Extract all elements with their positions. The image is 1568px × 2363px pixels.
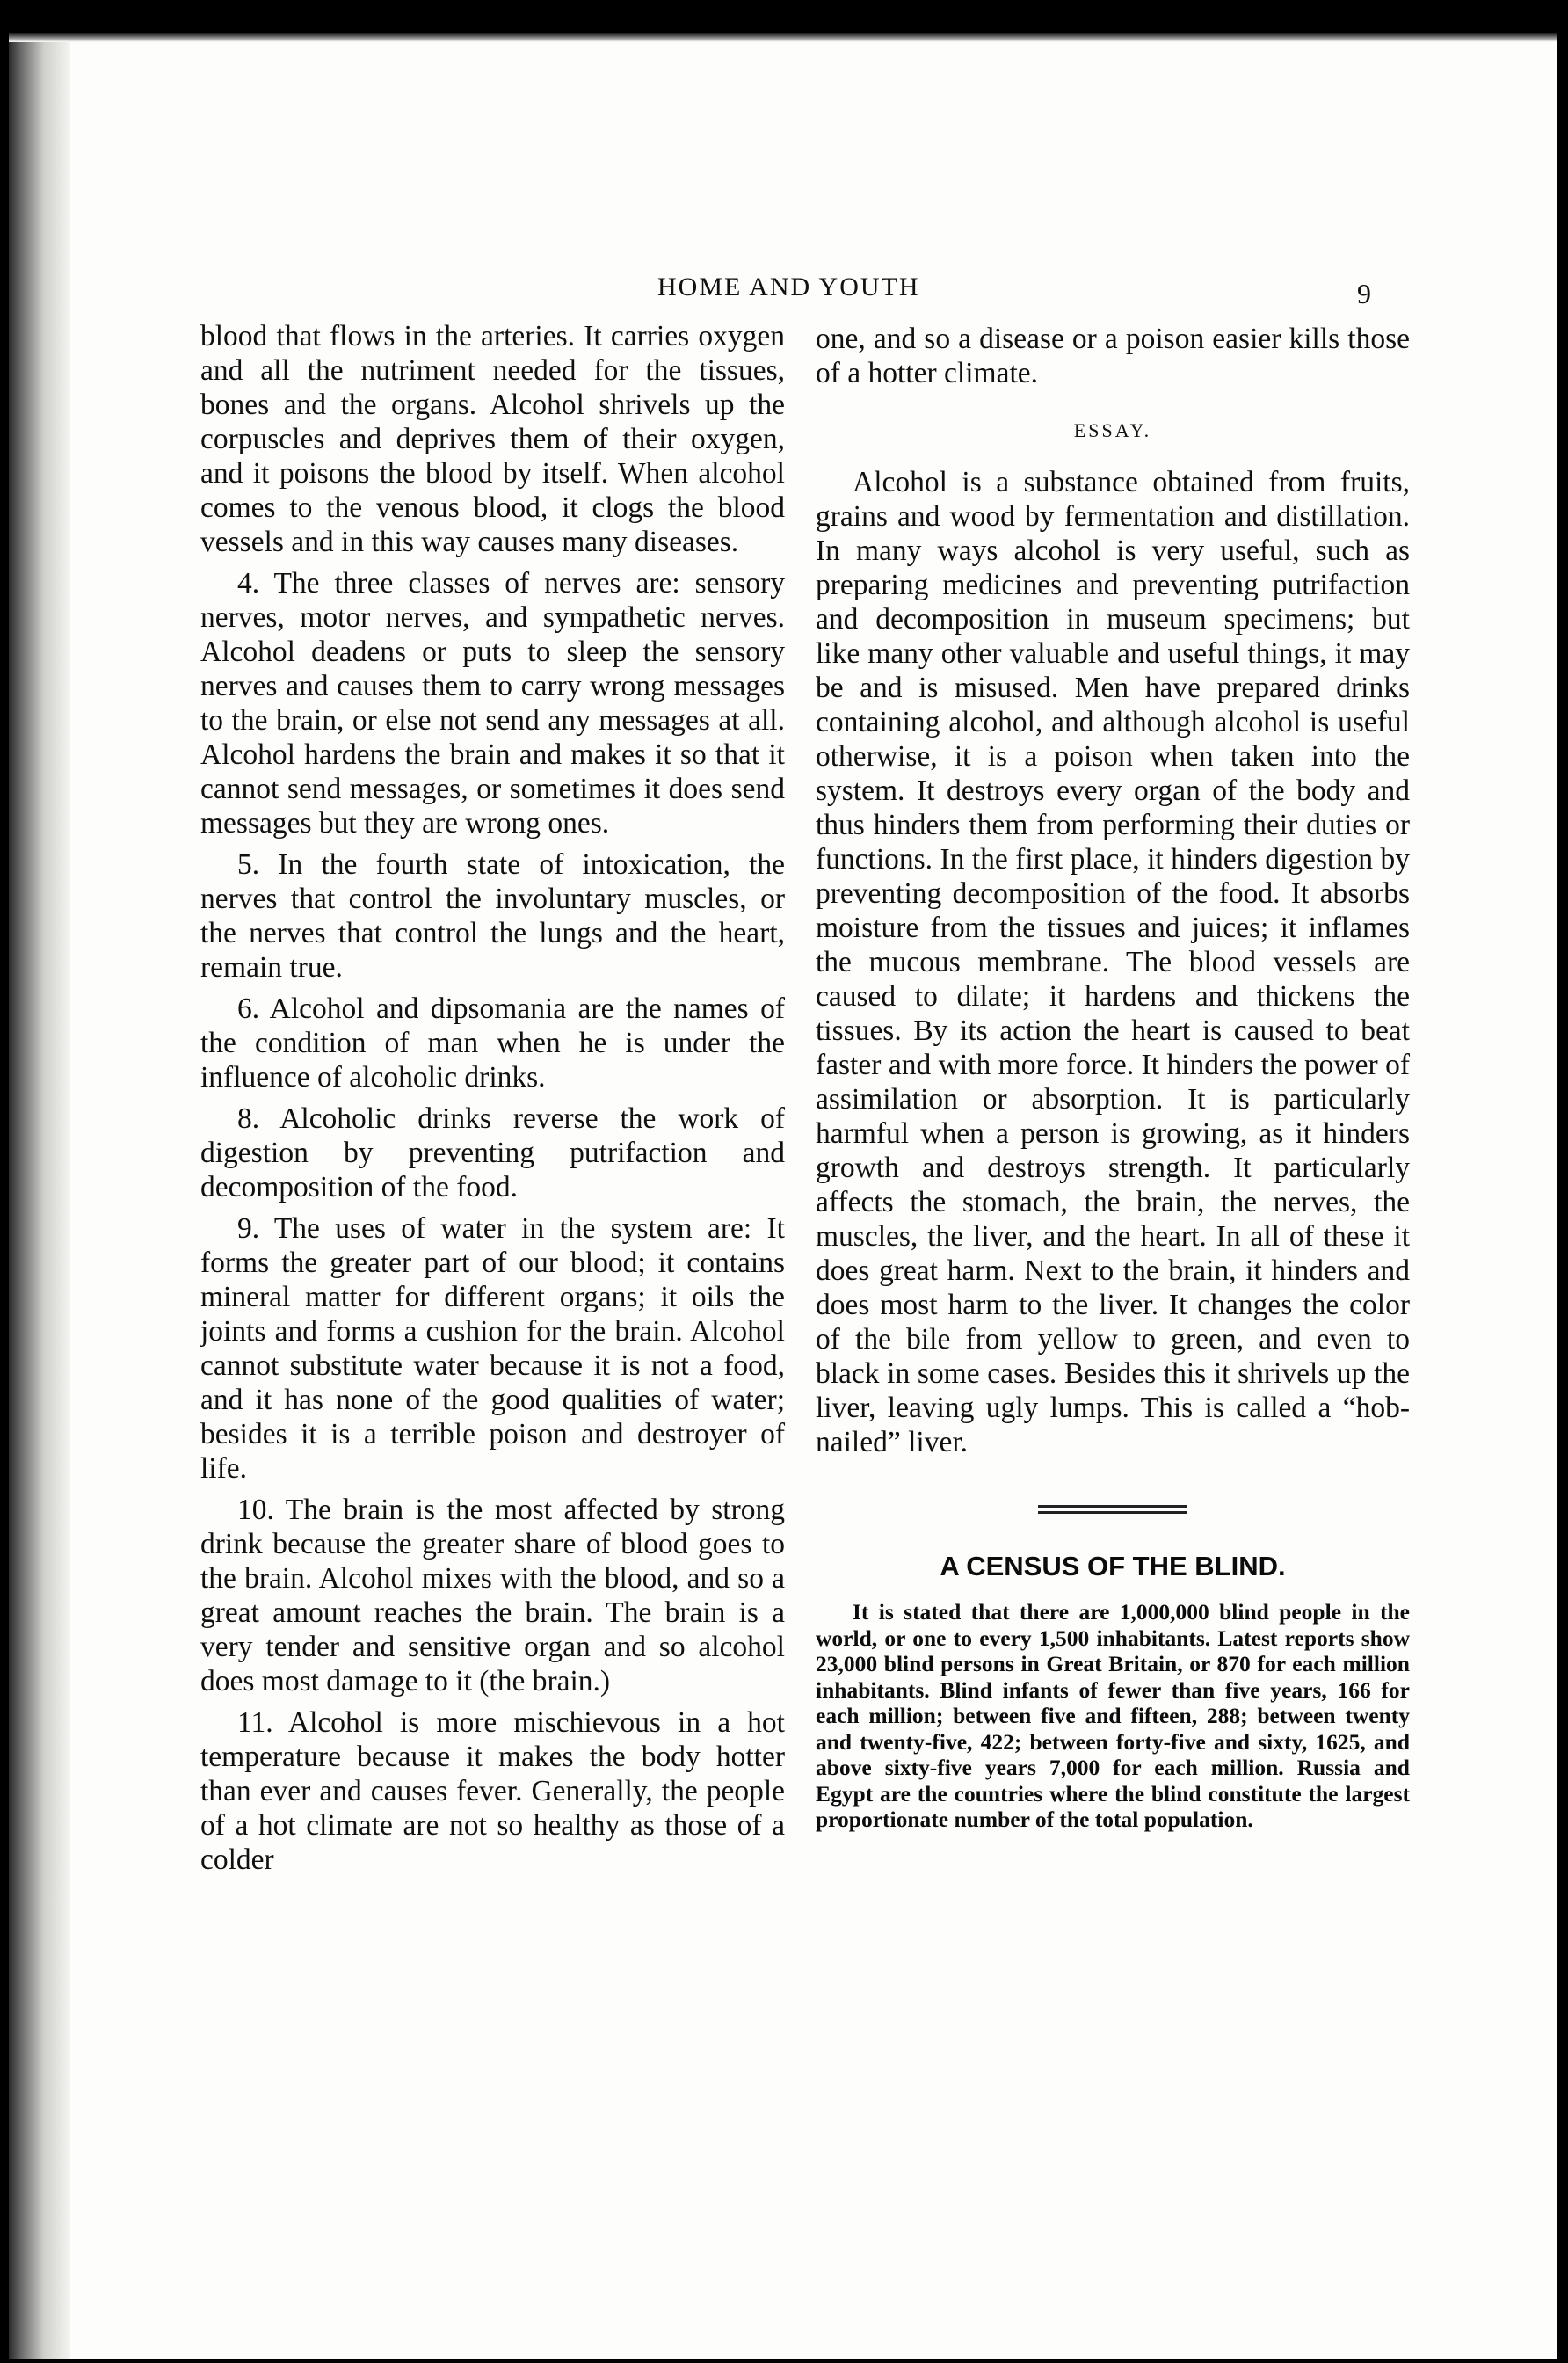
left-paragraph-2: 4. The three classes of nerves are: sensory nerves, motor nerves, and sympathetic nerves. Alcohol deadens or puts to sleep the sensory nerves and causes them to carry wrong messages to the brain, or else not send any messages at all. Alcohol hardens the brain and makes it so that it cannot send messages, or sometimes it does send messages but they are wrong ones. — [200, 567, 785, 840]
left-paragraph-7: 10. The brain is the most affected by strong drink because the greater share of blood goes to the brain. Alcohol mixes with the blood, and so a great amount reaches the brain. The brain is a very tender and sensitive organ and so alcohol does most damage to it (the brain.) — [200, 1494, 785, 1698]
left-paragraph-4: 6. Alcohol and dipsomania are the names of the condition of man when he is under the influence of alcoholic drinks. — [200, 992, 785, 1094]
page-sheet — [9, 33, 1557, 2359]
right-paragraph-1: one, and so a disease or a poison easier kills those of a hotter climate. — [816, 323, 1410, 389]
section-divider — [1038, 1505, 1187, 1514]
left-paragraph-1: blood that flows in the arteries. It carries oxygen and all the nutriment needed for the tissues, bones and the organs. Alcohol shrivels up the corpuscles and deprives them of their oxygen, and it poisons the blood by itself. When alcohol comes to the venous blood, it clogs the blood vessels and in this way causes many diseases. — [200, 320, 785, 558]
left-paragraph-6: 9. The uses of water in the system are: It forms the greater part of our blood; it contains mineral matter for different organs; it oils the joints and forms a cushion for the brain. Alcohol cannot substitute water because it is not a food, and it has none of the good qualities of water; besides it is a terrible poison and destroyer of life. — [200, 1212, 785, 1485]
right-column — [816, 322, 1410, 1840]
census-paragraph: It is stated that there are 1,000,000 blind people in the world, or one to every 1,500 inhabitants. Latest reports show 23,000 blind persons in Great Britain, or 870 for each million inhabitants. Blind infants of fewer than five years, 166 for each million; between five and fifteen, 288; between twenty and twenty-five, 422; between forty-five and sixty, 1625, and above sixty-five years 7,000 for each million. Russia and Egypt are the countries where the blind constitute the largest proportionate number of the total population. — [816, 1599, 1410, 1832]
page-top-edge — [9, 33, 1557, 42]
running-head: HOME AND YOUTH — [657, 273, 920, 302]
essay-heading: ESSAY. — [1073, 419, 1152, 441]
page-number: 9 — [1357, 278, 1371, 309]
left-paragraph-3: 5. In the fourth state of intoxication, the nerves that control the involuntary muscles, or the nerves that control the lungs and the heart, remain true. — [200, 848, 785, 984]
left-paragraph-8: 11. Alcohol is more mischievous in a hot temperature because it makes the body hotter than ever and causes fever. Generally, the people of a hot climate are not so healthy as those of a colder — [200, 1706, 785, 1876]
census-title: A CENSUS OF THE BLIND. — [940, 1551, 1286, 1581]
binding-spine-shadow — [9, 33, 70, 2359]
left-column — [200, 319, 785, 1884]
left-paragraph-5: 8. Alcoholic drinks reverse the work of digestion by preventing putrifaction and decomposition of the food. — [200, 1102, 785, 1203]
essay-paragraph: Alcohol is a substance obtained from fruits, grains and wood by fermentation and distillation. In many ways alcohol is very useful, such as preparing medicines and preventing putrifaction and decomposition in museum specimens; but like many other valuable and useful things, it may be and is misused. Men have prepared drinks containing alcohol, and although alcohol is useful otherwise, it is a poison when taken into the system. It destroys every organ of the body and thus hinders them from performing their duties or functions. In the first place, it hinders digestion by preventing decomposition of the food. It absorbs moisture from the tissues and juices; it inflames the mucous membrane. The blood vessels are caused to dilate; it hardens and thickens the tissues. By its action the heart is caused to beat faster and with more force. It hinders the power of assimilation or absorption. It is particularly harmful when a person is growing, as it hinders growth and destroys strength. It particularly affects the stomach, the brain, the nerves, the muscles, the liver, and the heart. In all of these it does great harm. Next to the brain, it hinders and does most harm to the liver. It changes the color of the bile from yellow to green, and even to black in some cases. Besides this it shrivels up the liver, leaving ugly lumps. This is called a “hob-nailed” liver. — [816, 466, 1410, 1458]
page-header — [9, 237, 1557, 309]
